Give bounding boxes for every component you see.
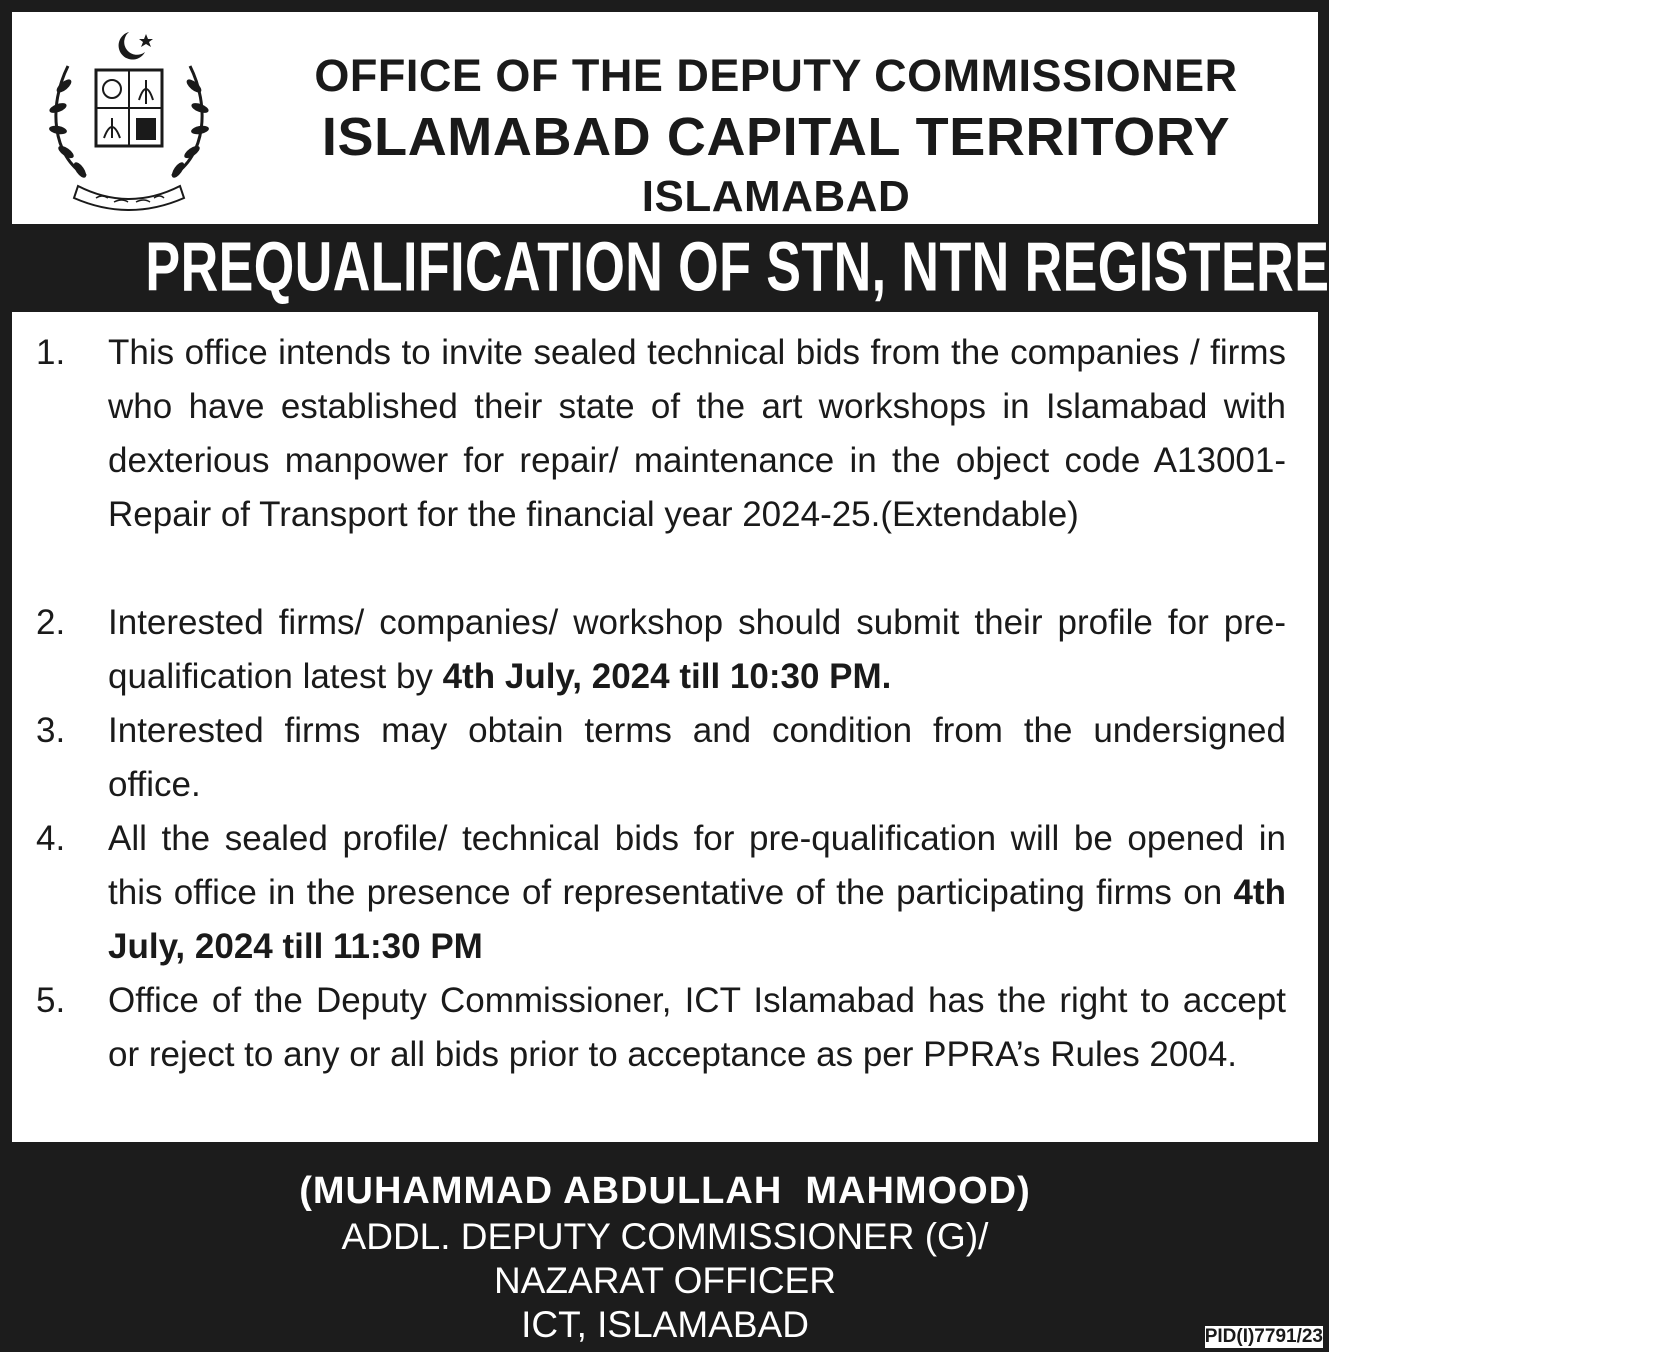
item-text: This office intends to invite sealed technical bids from the companies / firms who have established their state of the art workshops in Islamabad with dexterious manpower for repair/ maintenance in the object code A13001-Repair of Transport for the financial year 2024-25.(Extendable) xyxy=(108,333,1286,534)
header xyxy=(12,12,1318,224)
item-number: 5. xyxy=(36,981,66,1020)
item-text: Office of the Deputy Commissioner, ICT Islamabad has the right to accept or reject to any or all bids prior to acceptance as per PPRA’s Rules 2004. xyxy=(108,981,1286,1074)
item-number: 1. xyxy=(36,333,66,372)
city-title: ISLAMABAD xyxy=(641,172,911,221)
item-number: 2. xyxy=(36,603,66,642)
list-item xyxy=(36,974,1286,1082)
notice-title-banner xyxy=(12,224,1547,312)
notice-title: PREQUALIFICATION OF STN, NTN REGISTERED FIRMS xyxy=(145,228,1547,307)
list-item xyxy=(36,812,1286,974)
item-number: 4. xyxy=(36,819,66,858)
item-text: Interested firms may obtain terms and condition from the undersigned office. xyxy=(108,711,1286,804)
list-item xyxy=(36,596,1286,704)
signatory-designation: ADDL. DEPUTY COMMISSIONER (G)/ xyxy=(341,1216,989,1257)
pid-number: PID(I)7791/23 xyxy=(1204,1326,1323,1347)
signatory-role: NAZARAT OFFICER xyxy=(494,1260,836,1301)
deadline-opening: 4th July, 2024 till 11:30 PM xyxy=(108,873,1286,966)
list-item xyxy=(36,326,1286,542)
deadline-submission: 4th July, 2024 till 10:30 PM. xyxy=(442,657,892,696)
list-item xyxy=(36,704,1286,812)
signatory-name: (MUHAMMAD ABDULLAH MAHMOOD) xyxy=(299,1170,1031,1212)
state-emblem-icon xyxy=(34,26,224,218)
territory-title: ISLAMABAD CAPITAL TERRITORY xyxy=(321,107,1231,167)
item-text: All the sealed profile/ technical bids for pre-qualification will be opened in this office in the presence of representative of the participating firms on 4th July, 2024 till 11:30 PM xyxy=(108,819,1286,966)
signatory-location: ICT, ISLAMABAD xyxy=(521,1304,809,1345)
item-number: 3. xyxy=(36,711,66,750)
notice-body xyxy=(12,312,1318,1142)
item-text: Interested firms/ companies/ workshop should submit their profile for pre-qualification latest by 4th July, 2024 till 10:30 PM. xyxy=(108,603,1286,696)
signatory-block xyxy=(12,1142,1318,1352)
office-title: OFFICE OF THE DEPUTY COMMISSIONER xyxy=(314,50,1238,101)
